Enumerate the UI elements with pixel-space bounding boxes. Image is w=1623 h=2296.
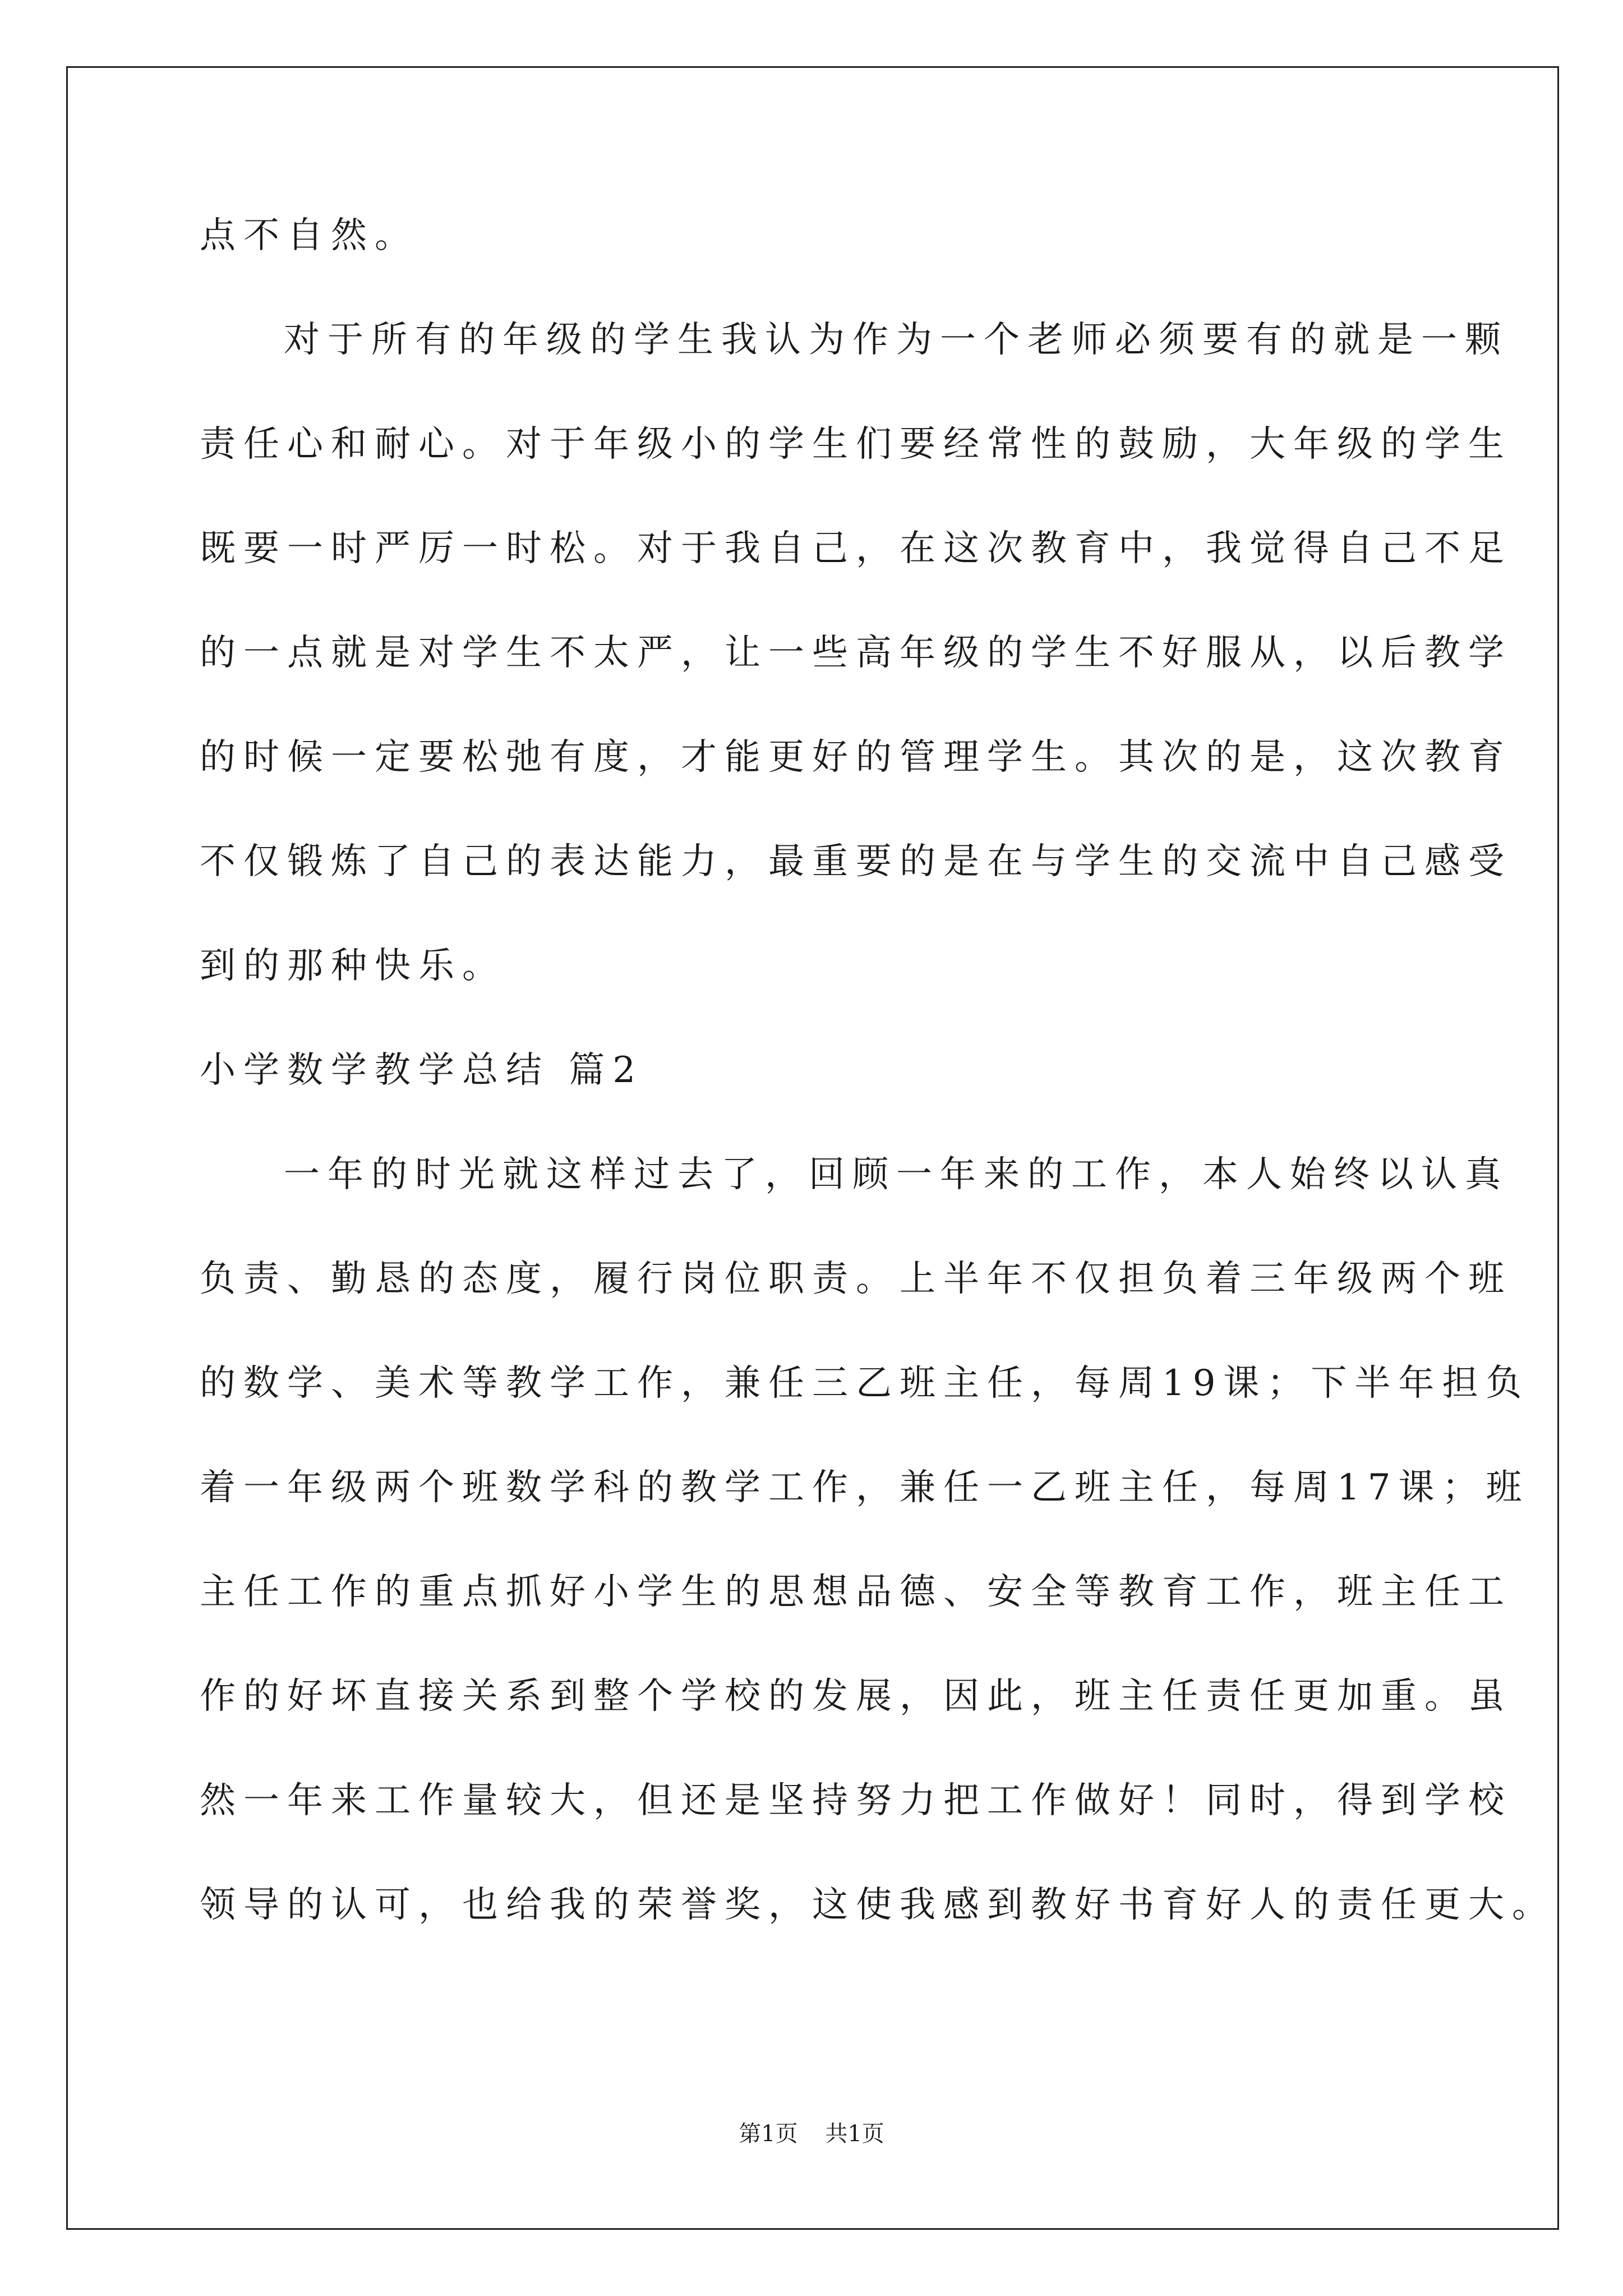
page-footer — [0, 2116, 1623, 2148]
text-line: 主任工作的重点抓好小学生的思想品德、安全等教育工作，班主任工 — [200, 1571, 1512, 1613]
text-line: 一年的时光就这样过去了，回顾一年来的工作，本人始终以认真 — [284, 1154, 1509, 1195]
text-line: 既要一时严厉一时松。对于我自己，在这次教育中，我觉得自己不足 — [200, 528, 1512, 569]
text-line: 然一年来工作量较大，但还是坚持努力把工作做好！同时，得到学校 — [200, 1780, 1512, 1821]
text-line: 对于所有的年级的学生我认为作为一个老师必须要有的就是一颗 — [284, 319, 1509, 361]
text-line: 负责、勤恳的态度，履行岗位职责。上半年不仅担负着三年级两个班 — [200, 1258, 1512, 1300]
section-heading: 小学数学教学总结 篇2 — [200, 1050, 644, 1091]
text-line: 作的好坏直接关系到整个学校的发展，因此，班主任责任更加重。虽 — [200, 1676, 1512, 1717]
text-line: 着一年级两个班数学科的教学工作，兼任一乙班主任，每周17课；班 — [200, 1467, 1530, 1508]
text-line: 领导的认可，也给我的荣誉奖，这使我感到教好书育好人的责任更大。 — [200, 1884, 1556, 1926]
text-line: 到的那种快乐。 — [200, 945, 506, 987]
text-line: 责任心和耐心。对于年级小的学生们要经常性的鼓励，大年级的学生 — [200, 424, 1512, 465]
text-line: 的数学、美术等教学工作，兼任三乙班主任，每周19课；下半年担负 — [200, 1363, 1530, 1404]
page-number-current: 第1页 — [739, 2121, 798, 2147]
text-line: 不仅锻炼了自己的表达能力，最重要的是在与学生的交流中自己感受 — [200, 841, 1512, 882]
text-line: 点不自然。 — [200, 215, 418, 256]
text-line: 的时候一定要松弛有度，才能更好的管理学生。其次的是，这次教育 — [200, 737, 1512, 778]
text-line: 的一点就是对学生不太严，让一些高年级的学生不好服从，以后教学 — [200, 632, 1512, 674]
document-body — [200, 215, 1556, 1991]
page-number-total: 共1页 — [825, 2121, 884, 2147]
